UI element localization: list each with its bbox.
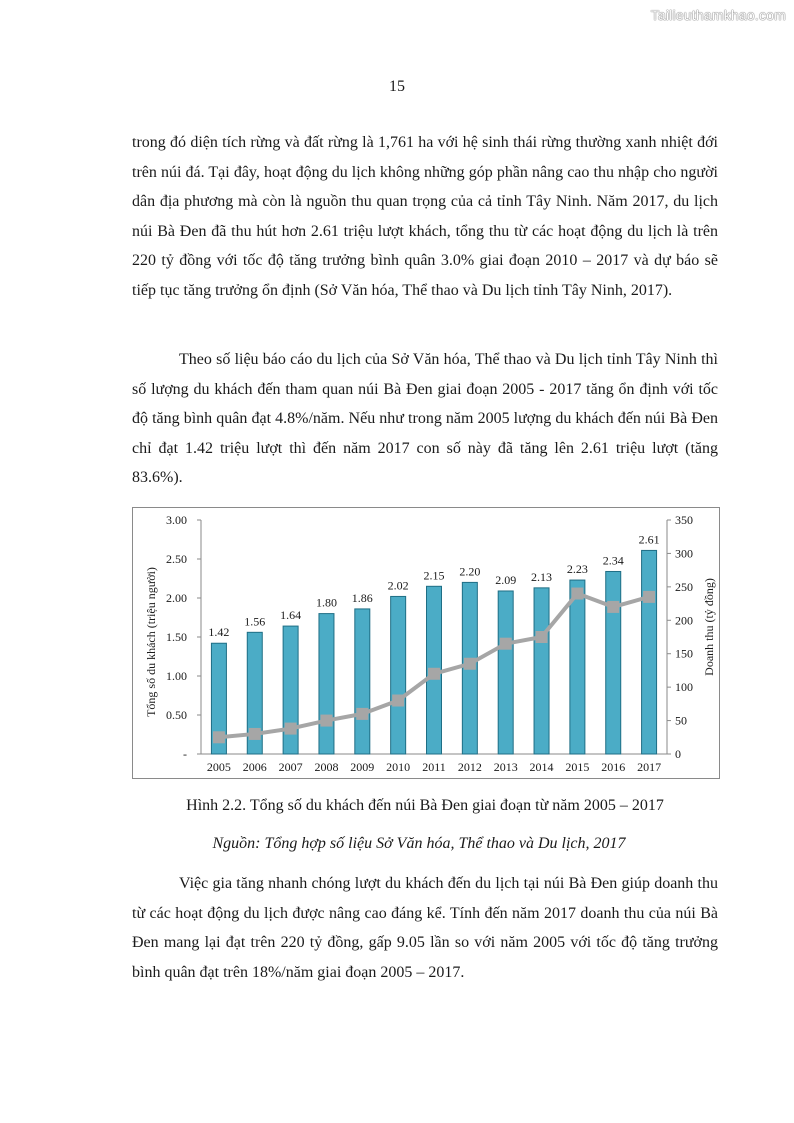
x-tick-label-2009: 2009: [350, 760, 375, 774]
revenue-marker-2011: [428, 668, 440, 680]
y2-tick-label: 150: [675, 646, 693, 661]
bar-2007: [283, 626, 298, 754]
figure-chart: [132, 507, 720, 779]
x-tick-label-2014: 2014: [529, 760, 554, 774]
x-tick-label-2005: 2005: [206, 760, 231, 774]
bar-label-2016: 2.34: [602, 553, 624, 568]
x-tick-label-2008: 2008: [314, 760, 339, 774]
y-tick-label: 0.50: [166, 708, 187, 722]
bar-label-2006: 1.56: [244, 614, 266, 629]
bar-label-2017: 2.61: [638, 532, 660, 547]
y2-tick-label: 0: [675, 747, 681, 761]
bar-2015: [570, 580, 585, 754]
y2-tick-label: 100: [675, 680, 693, 695]
chart-visitors-revenue: [133, 508, 721, 780]
y-tick-label: 2.50: [166, 552, 187, 566]
x-tick-label-2007: 2007: [278, 760, 303, 774]
bar-2009: [355, 609, 370, 754]
revenue-marker-2017: [643, 591, 655, 603]
bar-label-2014: 2.13: [531, 569, 553, 584]
x-tick-label-2016: 2016: [601, 760, 626, 774]
y-tick-label: 1.00: [166, 669, 187, 683]
watermark: Tailieuthamkhao.com: [650, 7, 786, 23]
bar-label-2007: 1.64: [280, 608, 302, 623]
bar-2010: [391, 596, 406, 754]
revenue-marker-2016: [607, 601, 619, 613]
x-tick-label-2015: 2015: [565, 760, 590, 774]
bar-label-2013: 2.09: [495, 572, 517, 587]
bar-label-2005: 1.42: [208, 625, 230, 640]
bar-label-2012: 2.20: [459, 564, 481, 579]
bar-2013: [498, 591, 513, 754]
revenue-marker-2005: [213, 731, 225, 743]
revenue-marker-2007: [285, 723, 297, 735]
paragraph-1: trong đó diện tích rừng và đất rừng là 1,761 ha với hệ sinh thái rừng thường xanh nhiệt đới trên núi đá. Tại đây, hoạt động du lịch không những góp phần nâng cao thu nhập cho người dân địa phương mà còn là nguồn thu quan trọng của cả tỉnh Tây Ninh. Năm 2017, du lịch núi Bà Đen đã thu hút hơn 2.61 triệu lượt khách, tổng thu từ các hoạt động du lịch là trên 220 tỷ đồng với tốc độ tăng trưởng bình quân 3.0% giai đoạn 2010 – 2017 và dự báo sẽ tiếp tục tăng trưởng ổn định (Sở Văn hóa, Thể thao và Du lịch tỉnh Tây Ninh, 2017).: [132, 134, 718, 299]
x-tick-label-2013: 2013: [493, 760, 518, 774]
page-number: 15: [389, 78, 405, 95]
y2-tick-label: 50: [675, 713, 687, 728]
figure-caption: Hình 2.2. Tổng số du khách đến núi Bà Đen giai đoạn từ năm 2005 – 2017: [186, 797, 664, 814]
x-tick-label-2017: 2017: [637, 760, 662, 774]
revenue-marker-2010: [392, 695, 404, 707]
bar-label-2008: 1.80: [315, 595, 337, 610]
bar-label-2010: 2.02: [387, 578, 409, 593]
y2-tick-label: 350: [675, 513, 693, 527]
x-tick-label-2012: 2012: [457, 760, 482, 774]
revenue-marker-2006: [249, 728, 261, 740]
revenue-marker-2009: [356, 708, 368, 720]
y2-tick-label: 250: [675, 579, 693, 594]
revenue-marker-2015: [571, 588, 583, 600]
x-tick-label-2010: 2010: [386, 760, 411, 774]
y-tick-label: 2.00: [166, 591, 187, 605]
revenue-marker-2008: [320, 715, 332, 727]
bar-label-2009: 1.86: [351, 590, 373, 605]
revenue-marker-2013: [500, 638, 512, 650]
paragraph-2: Theo số liệu báo cáo du lịch của Sở Văn hóa, Thể thao và Du lịch tỉnh Tây Ninh thì số lượng du khách đến tham quan núi Bà Đen giai đoạn 2005 - 2017 tăng ổn định với tốc độ tăng bình quân đạt 4.8%/năm. Nếu như trong năm 2005 lượng du khách đến núi Bà Đen chỉ đạt 1.42 triệu lượt thì đến năm 2017 con số này đã tăng lên 2.61 triệu lượt (tăng 83.6%).: [132, 351, 718, 486]
y-tick-label: 1.50: [166, 630, 187, 644]
paragraph-3: Việc gia tăng nhanh chóng lượt du khách đến du lịch tại núi Bà Đen giúp doanh thu từ các hoạt động du lịch được nâng cao đáng kể. Tính đến năm 2017 doanh thu của núi Bà Đen mang lại đạt trên 220 tỷ đồng, gấp 9.05 lần so với năm 2005 với tốc độ tăng trưởng bình quân đạt trên 18%/năm giai đoạn 2005 – 2017.: [132, 875, 718, 981]
x-tick-label-2011: 2011: [422, 760, 446, 774]
bar-2017: [642, 550, 657, 754]
bar-label-2011: 2.15: [423, 568, 445, 583]
bar-2014: [534, 588, 549, 754]
y2-tick-label: 200: [675, 613, 693, 628]
revenue-marker-2012: [464, 658, 476, 670]
revenue-marker-2014: [536, 631, 548, 643]
figure-source: Nguồn: Tổng hợp số liệu Sở Văn hóa, Thể thao và Du lịch, 2017: [212, 835, 626, 852]
y-axis-title: Tổng số du khách (triệu người): [144, 567, 158, 717]
y2-axis-title: Doanh thu (tỷ đồng): [702, 578, 716, 676]
y-tick-label: -: [183, 747, 187, 761]
y-tick-label: 3.00: [166, 513, 187, 527]
y2-tick-label: 300: [675, 546, 693, 561]
bar-2016: [606, 571, 621, 754]
bar-label-2015: 2.23: [566, 562, 588, 577]
bar-2008: [319, 614, 334, 754]
x-tick-label-2006: 2006: [242, 760, 267, 774]
